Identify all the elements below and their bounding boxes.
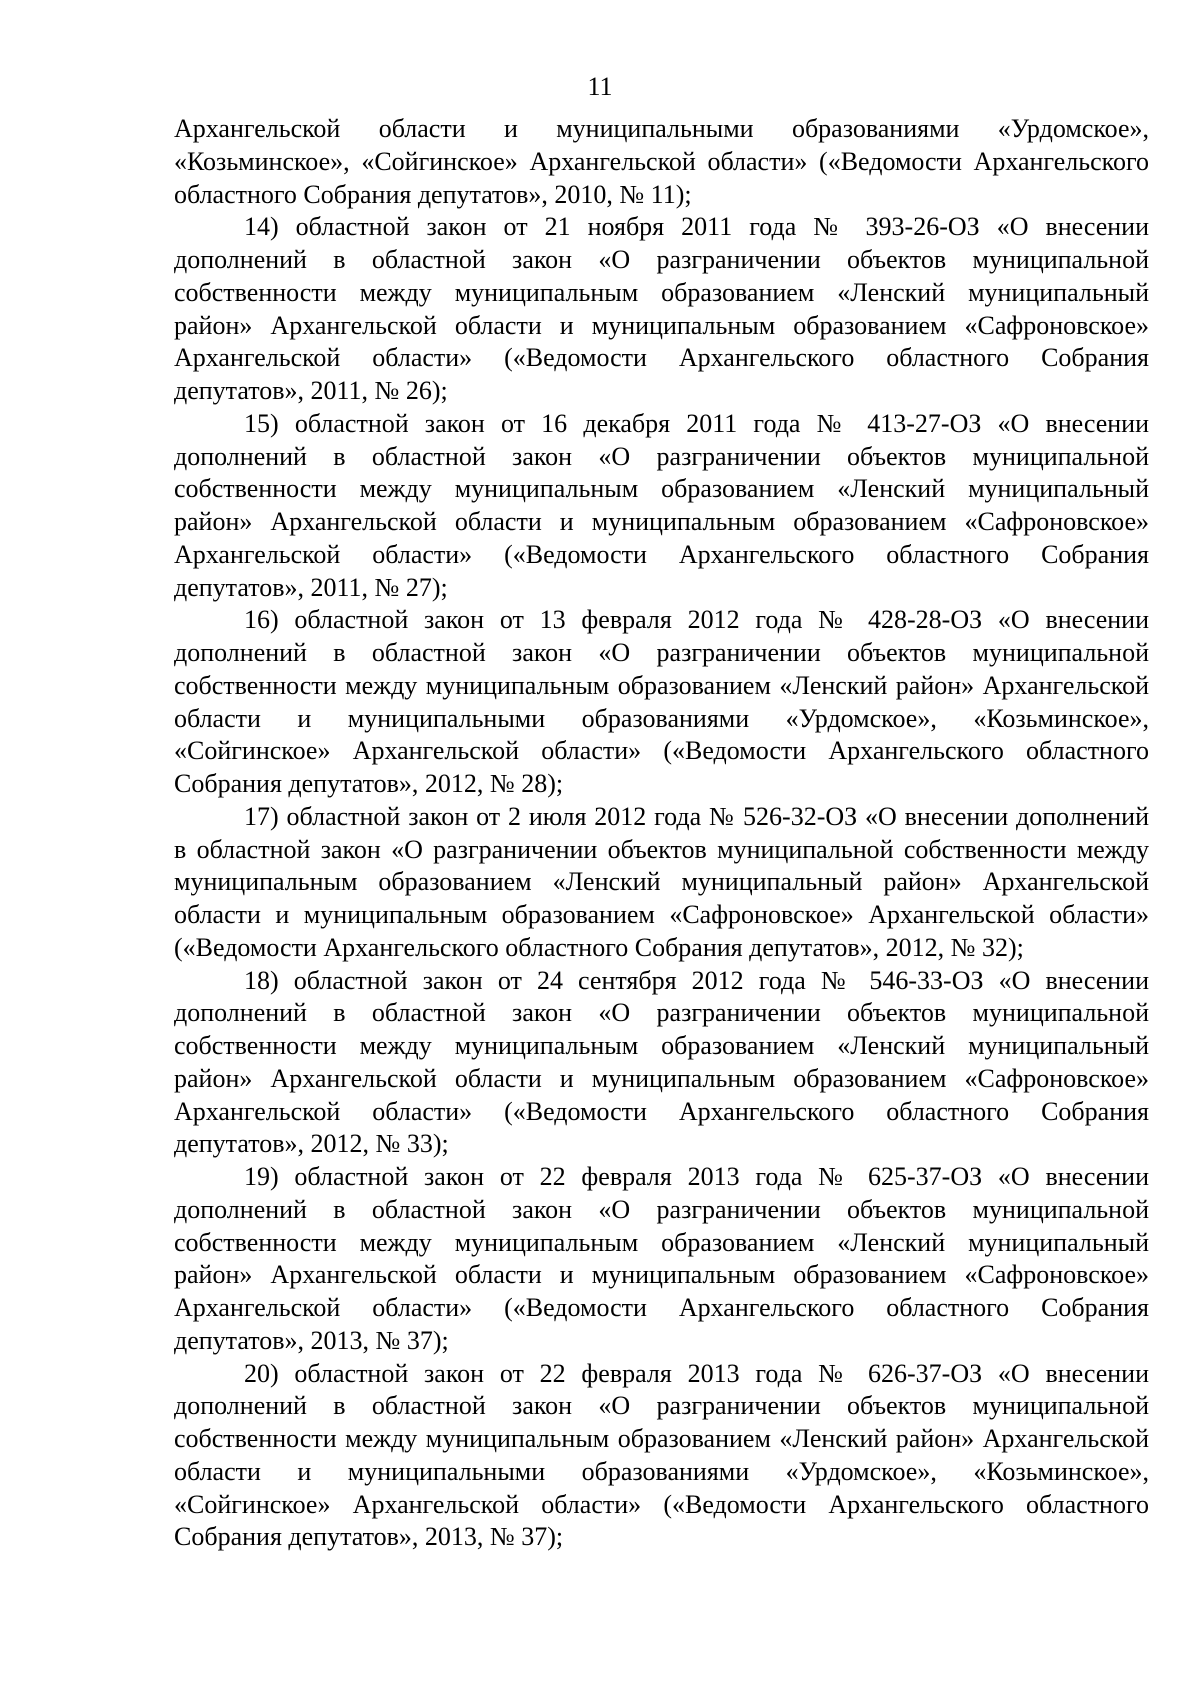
list-item-20: 20) областной закон от 22 февраля 2013 года № 626-37-ОЗ «О внесении дополнений в областной закон «О разграничении объектов муниципальной собственности между муниципальным образованием «Ленский район» Архангельской области и муниципальными образованиями «Урдомское», «Козьминское», «Сойгинское» Архангельской области» («Ведомости Архангельского областного Собрания депутатов», 2013, № 37); [174, 1358, 1149, 1552]
list-item-18: 18) областной закон от 24 сентября 2012 года № 546-33-ОЗ «О внесении дополнений в областной закон «О разграничении объектов муниципальной собственности между муниципальным образованием «Ленский муниципальный район» Архангельской области и муниципальным образованием «Сафроновское» Архангельской области» («Ведомости Архангельского областного Собрания депутатов», 2012, № 33); [174, 965, 1149, 1159]
list-item-15: 15) областной закон от 16 декабря 2011 года № 413-27-ОЗ «О внесении дополнений в областной закон «О разграничении объектов муниципальной собственности между муниципальным образованием «Ленский муниципальный район» Архангельской области и муниципальным образованием «Сафроновское» Архангельской области» («Ведомости Архангельского областного Собрания депутатов», 2011, № 27); [174, 408, 1149, 602]
list-item-19: 19) областной закон от 22 февраля 2013 года № 625-37-ОЗ «О внесении дополнений в областной закон «О разграничении объектов муниципальной собственности между муниципальным образованием «Ленский муниципальный район» Архангельской области и муниципальным образованием «Сафроновское» Архангельской области» («Ведомости Архангельского областного Собрания депутатов», 2013, № 37); [174, 1162, 1149, 1355]
paragraph-continuation: Архангельской области и муниципальными образованиями «Урдомское», «Козьминское», «Сойгинское» Архангельской области» («Ведомости Архангельского областного Собрания депутатов», 2010, № 11); [174, 114, 1149, 209]
list-item-16: 16) областной закон от 13 февраля 2012 года № 428-28-ОЗ «О внесении дополнений в областной закон «О разграничении объектов муниципальной собственности между муниципальным образованием «Ленский район» Архангельской области и муниципальными образованиями «Урдомское», «Козьминское», «Сойгинское» Архангельской области» («Ведомости Архангельского областного Собрания депутатов», 2012, № 28); [174, 605, 1149, 798]
list-item-14: 14) областной закон от 21 ноября 2011 года № 393-26-ОЗ «О внесении дополнений в областной закон «О разграничении объектов муниципальной собственности между муниципальным образованием «Ленский муниципальный район» Архангельской области и муниципальным образованием «Сафроновское» Архангельской области» («Ведомости Архангельского областного Собрания депутатов», 2011, № 26); [174, 212, 1149, 405]
list-item-17: 17) областной закон от 2 июля 2012 года № 526-32-ОЗ «О внесении дополнений в областной закон «О разграничении объектов муниципальной собственности между муниципальным образованием «Ленский муниципальный район» Архангельской области и муниципальным образованием «Сафроновское» Архангельской области» («Ведомости Архангельского областного Собрания депутатов», 2012, № 32); [174, 801, 1149, 962]
page-number: 11 [587, 72, 613, 101]
document-body [174, 113, 1149, 1554]
